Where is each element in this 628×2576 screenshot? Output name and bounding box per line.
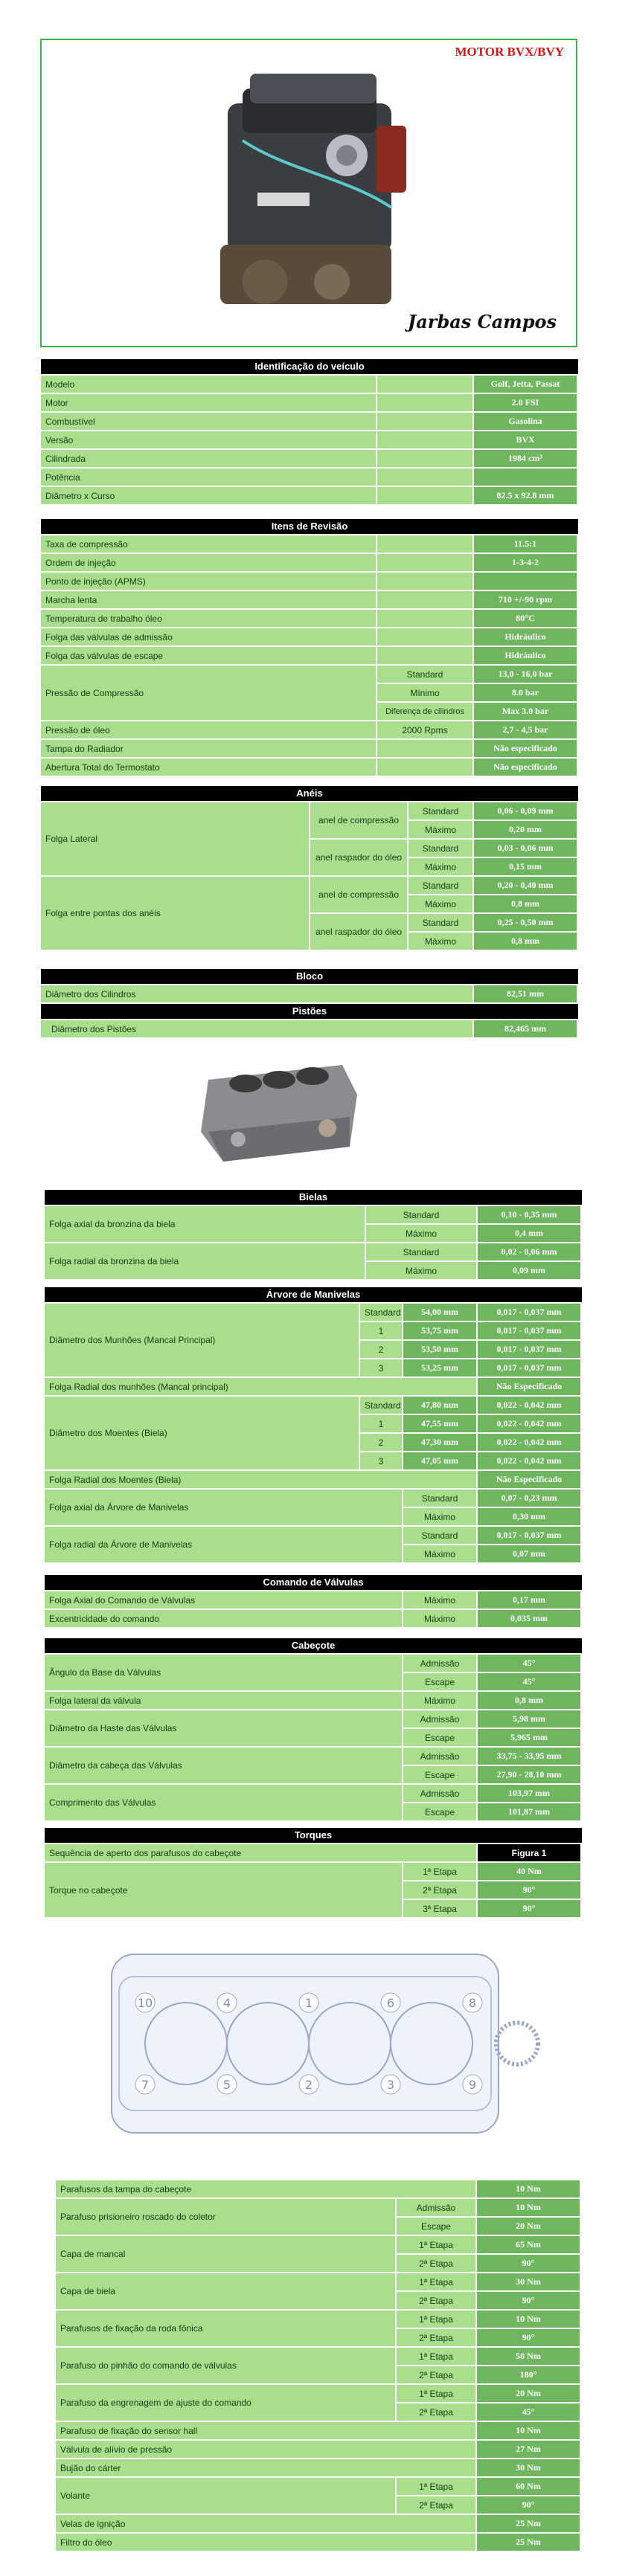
engine-photo	[198, 59, 421, 334]
table-row	[45, 1206, 582, 1223]
table-row	[56, 2385, 581, 2402]
table-cell: 0,07 mm	[478, 1545, 582, 1562]
table-cell: 0,15 mm	[474, 858, 578, 875]
table-cell: 25 Nm	[477, 2534, 581, 2551]
table-cell: 2,7 - 4,5 bar	[474, 721, 578, 738]
table-cell: 710 +/-90 rpm	[474, 591, 578, 608]
table-cell: Folga axial da Árvore de Manivelas	[45, 1490, 403, 1525]
section-bloco: Bloco Diâmetro dos Cilindros 82,51 mm	[41, 969, 578, 1004]
table-cell: 1ª Etapa	[397, 2273, 477, 2290]
table-cell: Gasolina	[474, 413, 578, 430]
table-row	[41, 554, 578, 571]
section-arvore: Árvore de Manivelas Diâmetro dos Munhões (Mancal Principal) Standard 54,00 mm 0,017 - 0,037 mm 1 53,75 mm 0,017 - 0,037 mm 2 53,50 mm 0,017 - 0,037 mm 3 53,25 mm 0,017 - 0,037 mm Folga Radial dos munhões (Mancal principal) Não Especificado Diâmetro dos Moentes (Biela) Standard 47,80 mm 0,022 - 0,042 mm 1 47,55 mm 0,022 - 0,042 mm 2 47,30 mm 0,022 - 0,042 mm 3 47,05 mm 0,022 - 0,042 mm Folga Radial dos Moentes (Biela) Não Especificado Folga axial da Árvore de Manivelas Standard 0,07 - 0,23 mm Máximo 0,30 mm Folga radial da Árvore de Manivelas Standard 0,017 - 0,037 mm Máximo 0,07 mm	[45, 1287, 582, 1564]
table-cell: anel de compressão	[310, 877, 408, 912]
table-cell: 2ª Etapa	[403, 1881, 478, 1899]
table-cell: 1ª Etapa	[397, 2478, 477, 2495]
table-cell: Folga Axial do Comando de Válvulas	[45, 1591, 403, 1609]
table-cell: 0,09 mm	[478, 1262, 582, 1279]
table-cell: 50 Nm	[477, 2348, 581, 2365]
table-cell: Ordem de injeção	[41, 554, 377, 571]
bolt-label: 4	[222, 1996, 231, 2010]
table-cell: 40 Nm	[478, 1863, 582, 1880]
table-row	[41, 573, 578, 590]
table-cell: 1984 cm³	[474, 450, 578, 467]
table-cell: Potência	[41, 468, 377, 486]
table-row	[41, 610, 578, 627]
table-cell: 27,90 - 28,10 mm	[478, 1766, 582, 1783]
table-row	[41, 1020, 578, 1037]
table-cell: Standard	[403, 1527, 478, 1544]
table-row	[56, 2348, 581, 2365]
table-row	[56, 2534, 581, 2551]
table-cell: 0,8 mm	[474, 895, 578, 912]
table-cell: 2	[360, 1434, 403, 1451]
table-cell: 45°	[478, 1673, 582, 1690]
table-cell: 90°	[477, 2255, 581, 2272]
table-cell: 0,017 - 0,037 mm	[478, 1527, 582, 1544]
table-cell: 13,0 - 16,0 bar	[474, 666, 578, 683]
table-cell: Figura 1	[478, 1844, 582, 1861]
table-cell: Torque no cabeçote	[45, 1863, 403, 1917]
table-row	[45, 1304, 582, 1321]
table-cell: Golf, Jetta, Passat	[474, 376, 578, 393]
table-cell: Não especificado	[474, 740, 578, 757]
table-row	[56, 2311, 581, 2328]
table-cell: Admissão	[403, 1655, 478, 1672]
section-torques: Torques Sequência de aperto dos parafusos do cabeçote Figura 1 Torque no cabeçote 1ª Etapa 40 Nm 2ª Etapa 90° 3ª Etapa 90°	[45, 1828, 582, 1919]
table-cell: 11.5:1	[474, 535, 578, 553]
table-cell: 45°	[478, 1655, 582, 1672]
bolt-label: 2	[304, 2078, 313, 2092]
table-cell: 101,87 mm	[478, 1803, 582, 1820]
table-row	[56, 2422, 581, 2439]
bolt-label: 9	[468, 2078, 477, 2092]
revisao-table	[41, 534, 578, 777]
table-row	[56, 2236, 581, 2253]
table-cell: 0,022 - 0,042 mm	[478, 1452, 582, 1469]
table-row	[41, 721, 578, 738]
table-cell	[474, 468, 578, 486]
table-cell: Diferença de cilindros	[377, 703, 474, 720]
table-cell: Folga entre pontas dos anéis	[41, 877, 310, 950]
table-cell: 2ª Etapa	[397, 2496, 477, 2514]
table-cell: Standard	[408, 877, 474, 894]
table-cell: 1ª Etapa	[403, 1863, 478, 1880]
table-cell: Ponto de injeção (APMS)	[41, 573, 377, 590]
table-row	[41, 487, 578, 504]
table-cell: Standard	[408, 840, 474, 857]
table-cell: 20 Nm	[477, 2385, 581, 2402]
table-cell: 2ª Etapa	[397, 2329, 477, 2346]
table-row	[45, 1844, 582, 1861]
table-row	[45, 1591, 582, 1609]
table-cell: Folga das válvulas de admissão	[41, 628, 377, 645]
table-row	[45, 1655, 582, 1672]
table-cell: 103,97 mm	[478, 1785, 582, 1802]
table-cell: 10 Nm	[477, 2199, 581, 2216]
table-row	[41, 802, 578, 820]
table-cell: 0,06 - 0,09 mm	[474, 802, 578, 820]
table-cell: Escape	[403, 1803, 478, 1820]
table-cell: Abertura Total do Termostato	[41, 759, 377, 776]
table-row	[56, 2180, 581, 2197]
table-cell: Standard	[366, 1206, 478, 1223]
table-cell: Sequência de aperto dos parafusos do cabeçote	[45, 1844, 478, 1861]
table-cell: Standard	[403, 1490, 478, 1507]
section-cabecote: Cabeçote Ângulo da Base da Válvulas Admissão 45° Escape 45° Folga lateral da válvula Máximo 0,8 mm Diâmetro da Haste das Válvulas Admissão 5,98 mm Escape 5,965 mm Diâmetro da cabeça das Válvulas Admissão 33,75 - 33,95 mm Escape 27,90 - 28,10 mm Comprimento das Válvulas Admissão 103,97 mm Escape 101,87 mm	[45, 1638, 582, 1822]
table-cell: 10 Nm	[477, 2422, 581, 2439]
engine-title: MOTOR BVX/BVY	[455, 45, 564, 59]
table-cell: Folga axial da bronzina da biela	[45, 1206, 366, 1242]
table-row	[41, 431, 578, 448]
table-cell: 0,17 mm	[478, 1591, 582, 1609]
table-row	[41, 759, 578, 776]
table-cell: Marcha lenta	[41, 591, 377, 608]
table-cell: Parafusos da tampa do cabeçote	[56, 2180, 477, 2197]
bolt-label: 7	[141, 2078, 150, 2092]
table-cell: Standard	[360, 1304, 403, 1321]
table-row	[41, 413, 578, 430]
table-row	[45, 1243, 582, 1260]
table-cell: Admissão	[403, 1785, 478, 1802]
table-cell: Parafusos de fixação da roda fônica	[56, 2311, 397, 2346]
table-row	[45, 1863, 582, 1880]
table-cell: 27 Nm	[477, 2441, 581, 2458]
table-cell: Máximo	[366, 1262, 478, 1279]
section-comando: Comando de Válvulas Folga Axial do Comando de Válvulas Máximo 0,17 mm Excentricidade do comando Máximo 0,035 mm	[45, 1575, 582, 1629]
table-cell: Máximo	[403, 1545, 478, 1562]
table-row	[56, 2273, 581, 2290]
table-cell: 90°	[478, 1881, 582, 1899]
table-row	[41, 740, 578, 757]
section-title: Anéis	[41, 786, 578, 801]
table-cell: Folga Lateral	[41, 802, 310, 875]
table-cell: 0,20 mm	[474, 821, 578, 838]
table-cell: 53,25 mm	[403, 1359, 478, 1376]
table-cell: 0,03 - 0,06 mm	[474, 840, 578, 857]
table-cell: 82,51 mm	[474, 985, 578, 1002]
table-row	[45, 1710, 582, 1727]
table-row	[56, 2441, 581, 2458]
cylinder-head-diagram	[97, 1932, 543, 2155]
table-cell: 3ª Etapa	[403, 1900, 478, 1917]
section-torques-extra	[56, 2179, 581, 2552]
table-row	[45, 1378, 582, 1395]
table-row	[41, 647, 578, 664]
table-row	[45, 1471, 582, 1488]
table-cell: 90°	[477, 2496, 581, 2514]
table-cell: BVX	[474, 431, 578, 448]
table-cell: 0,022 - 0,042 mm	[478, 1434, 582, 1451]
table-cell: Máximo	[366, 1225, 478, 1242]
table-cell: Capa de biela	[56, 2273, 397, 2309]
table-cell: 90°	[477, 2329, 581, 2346]
table-cell: 53,75 mm	[403, 1322, 478, 1339]
table-cell: 47,80 mm	[403, 1397, 478, 1414]
table-cell: 0,017 - 0,037 mm	[478, 1322, 582, 1339]
table-cell: Diâmetro dos Cilindros	[41, 985, 474, 1002]
table-cell: 47,05 mm	[403, 1452, 478, 1469]
table-cell: Folga Radial dos Moentes (Biela)	[45, 1471, 478, 1488]
section-identificacao	[41, 359, 578, 506]
table-cell: Folga radial da bronzina da biela	[45, 1243, 366, 1279]
table-cell: Standard	[360, 1397, 403, 1414]
section-revisao	[41, 519, 578, 777]
bolt-label: 5	[222, 2078, 231, 2092]
table-cell: Máximo	[403, 1508, 478, 1525]
table-cell: 5,98 mm	[478, 1710, 582, 1727]
table-cell: Pressão de Compressão	[41, 666, 377, 720]
table-cell: Não Especificado	[478, 1471, 582, 1488]
table-cell: 0,022 - 0,042 mm	[478, 1397, 582, 1414]
table-cell: Temperatura de trabalho óleo	[41, 610, 377, 627]
table-cell: Versão	[41, 431, 377, 448]
section-bielas: Bielas Folga axial da bronzina da biela Standard 0,10 - 0,35 mm Máximo 0,4 mm Folga radial da bronzina da biela Standard 0,02 - 0,06 mm Máximo 0,09 mm	[45, 1190, 582, 1281]
table-cell: 54,00 mm	[403, 1304, 478, 1321]
table-cell: 2	[360, 1341, 403, 1358]
table-cell: 1ª Etapa	[397, 2311, 477, 2328]
table-cell: 0,017 - 0,037 mm	[478, 1359, 582, 1376]
table-cell: Taxa de compressão	[41, 535, 377, 553]
table-cell: Comprimento das Válvulas	[45, 1785, 403, 1820]
table-cell: Diâmetro da Haste das Válvulas	[45, 1710, 403, 1746]
table-cell: Diâmetro dos Munhões (Mancal Principal)	[45, 1304, 360, 1376]
table-row	[45, 1692, 582, 1709]
table-cell: Escape	[403, 1673, 478, 1690]
section-pistoes: Pistões Diâmetro dos Pistões 82,465 mm	[41, 1004, 578, 1039]
table-row	[41, 628, 578, 645]
table-cell: 20 Nm	[477, 2218, 581, 2235]
table-cell: Máximo	[408, 858, 474, 875]
table-cell: 0,4 mm	[478, 1225, 582, 1242]
table-cell: Standard	[408, 802, 474, 820]
table-cell: Folga lateral da válvula	[45, 1692, 403, 1709]
table-cell: 80°C	[474, 610, 578, 627]
table-cell: Bujão do cárter	[56, 2459, 477, 2476]
table-cell: 60 Nm	[477, 2478, 581, 2495]
table-cell: 3	[360, 1452, 403, 1469]
table-cell: 0,035 mm	[478, 1610, 582, 1627]
table-row	[56, 2515, 581, 2532]
table-cell: 45°	[477, 2403, 581, 2421]
table-cell: 0,022 - 0,042 mm	[478, 1415, 582, 1432]
table-cell: Folga radial da Árvore de Manivelas	[45, 1527, 403, 1562]
engine-block-photo	[193, 1050, 365, 1176]
table-cell: Excentricidade do comando	[45, 1610, 403, 1627]
table-cell: Diâmetro dos Moentes (Biela)	[45, 1397, 360, 1469]
table-cell: 0,017 - 0,037 mm	[478, 1304, 582, 1321]
table-cell: 10 Nm	[477, 2180, 581, 2197]
table-cell: Não especificado	[474, 759, 578, 776]
table-cell: Parafuso do pinhão do comando de válvulas	[56, 2348, 397, 2383]
table-row	[45, 1785, 582, 1802]
table-cell: Máximo	[408, 895, 474, 912]
table-cell: 0,30 mm	[478, 1508, 582, 1525]
table-cell: 30 Nm	[477, 2273, 581, 2290]
table-cell: Max 3.0 bar	[474, 703, 578, 720]
table-cell: Filtro do óleo	[56, 2534, 477, 2551]
table-cell: Parafuso da engrenagem de ajuste do comando	[56, 2385, 397, 2421]
table-row	[41, 376, 578, 393]
table-row	[41, 985, 578, 1002]
table-cell: 2.0 FSI	[474, 394, 578, 411]
table-cell: anel de compressão	[310, 802, 408, 838]
table-row	[45, 1527, 582, 1544]
table-cell: 0,8 mm	[478, 1692, 582, 1709]
table-cell: 180°	[477, 2366, 581, 2383]
table-cell: 0,25 - 0,50 mm	[474, 914, 578, 931]
table-cell: Escape	[403, 1729, 478, 1746]
table-row	[56, 2199, 581, 2216]
table-cell: Folga Radial dos munhões (Mancal principal)	[45, 1378, 478, 1395]
bolt-label: 8	[468, 1996, 477, 2010]
table-row	[41, 877, 578, 894]
table-cell: 25 Nm	[477, 2515, 581, 2532]
ident-table	[41, 374, 578, 506]
table-cell: 5,965 mm	[478, 1729, 582, 1746]
table-cell: 0,10 - 0,35 mm	[478, 1206, 582, 1223]
bolt-label: 10	[137, 1996, 153, 2010]
table-cell: Máximo	[408, 821, 474, 838]
table-cell: Admissão	[403, 1748, 478, 1765]
table-row	[45, 1397, 582, 1414]
table-cell: Pressão de óleo	[41, 721, 377, 738]
table-cell: 2ª Etapa	[397, 2292, 477, 2309]
table-cell: 0,8 mm	[474, 933, 578, 950]
table-cell: Ângulo da Base da Válvulas	[45, 1655, 403, 1690]
table-cell: anel raspador do óleo	[310, 840, 408, 875]
table-cell: 1-3-4-2	[474, 554, 578, 571]
table-cell: Escape	[397, 2218, 477, 2235]
table-cell: Válvula de alívio de pressão	[56, 2441, 477, 2458]
table-cell: 0,017 - 0,037 mm	[478, 1341, 582, 1358]
table-cell: Admissão	[397, 2199, 477, 2216]
table-row	[56, 2478, 581, 2495]
table-cell: Diâmetro da cabeça das Válvulas	[45, 1748, 403, 1783]
section-title: Itens de Revisão	[41, 519, 578, 534]
table-cell: 0,20 - 0,40 mm	[474, 877, 578, 894]
section-title: Identificação do veículo	[41, 359, 578, 374]
table-row	[41, 394, 578, 411]
section-aneis	[41, 786, 578, 951]
table-row	[41, 591, 578, 608]
table-cell: 0,02 - 0,06 mm	[478, 1243, 582, 1260]
table-row	[45, 1490, 582, 1507]
table-cell: 33,75 - 33,95 mm	[478, 1748, 582, 1765]
table-row	[45, 1748, 582, 1765]
table-cell: Hidráulico	[474, 628, 578, 645]
table-row	[41, 450, 578, 467]
table-cell: 10 Nm	[477, 2311, 581, 2328]
table-cell: Modelo	[41, 376, 377, 393]
table-cell: 1	[360, 1322, 403, 1339]
table-cell: Máximo	[408, 933, 474, 950]
table-cell: Máximo	[403, 1692, 478, 1709]
table-cell: 1ª Etapa	[397, 2236, 477, 2253]
table-cell: 82.5 x 92.8 mm	[474, 487, 578, 504]
table-cell: Standard	[377, 666, 474, 683]
table-cell: Não Especificado	[478, 1378, 582, 1395]
engine-photo-frame	[40, 39, 577, 347]
aneis-table	[41, 801, 578, 951]
table-row	[45, 1610, 582, 1627]
table-cell: Folga das válvulas de escape	[41, 647, 377, 664]
table-cell: Standard	[366, 1243, 478, 1260]
table-cell: Velas de ignição	[56, 2515, 477, 2532]
table-cell: 1ª Etapa	[397, 2385, 477, 2402]
table-cell: 2ª Etapa	[397, 2366, 477, 2383]
table-cell: Combustível	[41, 413, 377, 430]
table-cell: 82,465 mm	[474, 1020, 578, 1037]
table-cell: Tampa do Radiador	[41, 740, 377, 757]
table-cell: Mínimo	[377, 684, 474, 701]
table-cell: Volante	[56, 2478, 397, 2514]
table-cell: 47,30 mm	[403, 1434, 478, 1451]
table-cell: 2000 Rpms	[377, 721, 474, 738]
table-cell: 1ª Etapa	[397, 2348, 477, 2365]
table-cell: Diâmetro dos Pistões	[41, 1020, 474, 1037]
table-cell: Máximo	[403, 1610, 478, 1627]
table-row	[41, 666, 578, 683]
signature: Jarbas Campos	[407, 311, 557, 332]
table-cell: 90°	[477, 2292, 581, 2309]
bolt-label: 6	[386, 1996, 395, 2010]
table-cell: Diâmetro x Curso	[41, 487, 377, 504]
table-cell: Máximo	[403, 1591, 478, 1609]
table-cell: 90°	[478, 1900, 582, 1917]
table-row	[56, 2459, 581, 2476]
table-cell: Admissão	[403, 1710, 478, 1727]
table-cell: 47,55 mm	[403, 1415, 478, 1432]
bolt-label: 1	[304, 1996, 313, 2010]
table-cell: Parafuso de fixação do sensor hall	[56, 2422, 477, 2439]
table-cell: Cilindrada	[41, 450, 377, 467]
table-cell: 2ª Etapa	[397, 2403, 477, 2421]
table-cell: 1	[360, 1415, 403, 1432]
table-cell: 2ª Etapa	[397, 2255, 477, 2272]
table-cell: Standard	[408, 914, 474, 931]
table-cell: Motor	[41, 394, 377, 411]
table-cell: 8.0 bar	[474, 684, 578, 701]
table-row	[41, 468, 578, 486]
table-cell: Capa de mancal	[56, 2236, 397, 2272]
table-cell	[474, 573, 578, 590]
table-cell: Hidráulico	[474, 647, 578, 664]
bolt-label: 3	[386, 2078, 395, 2092]
table-cell: 30 Nm	[477, 2459, 581, 2476]
table-cell: Parafuso prisioneiro roscado do coletor	[56, 2199, 397, 2235]
table-cell: 65 Nm	[477, 2236, 581, 2253]
table-cell: 53,50 mm	[403, 1341, 478, 1358]
table-cell: anel raspador do óleo	[310, 914, 408, 950]
table-cell: 0,07 - 0,23 mm	[478, 1490, 582, 1507]
table-row	[41, 535, 578, 553]
table-cell: Escape	[403, 1766, 478, 1783]
table-cell: 3	[360, 1359, 403, 1376]
